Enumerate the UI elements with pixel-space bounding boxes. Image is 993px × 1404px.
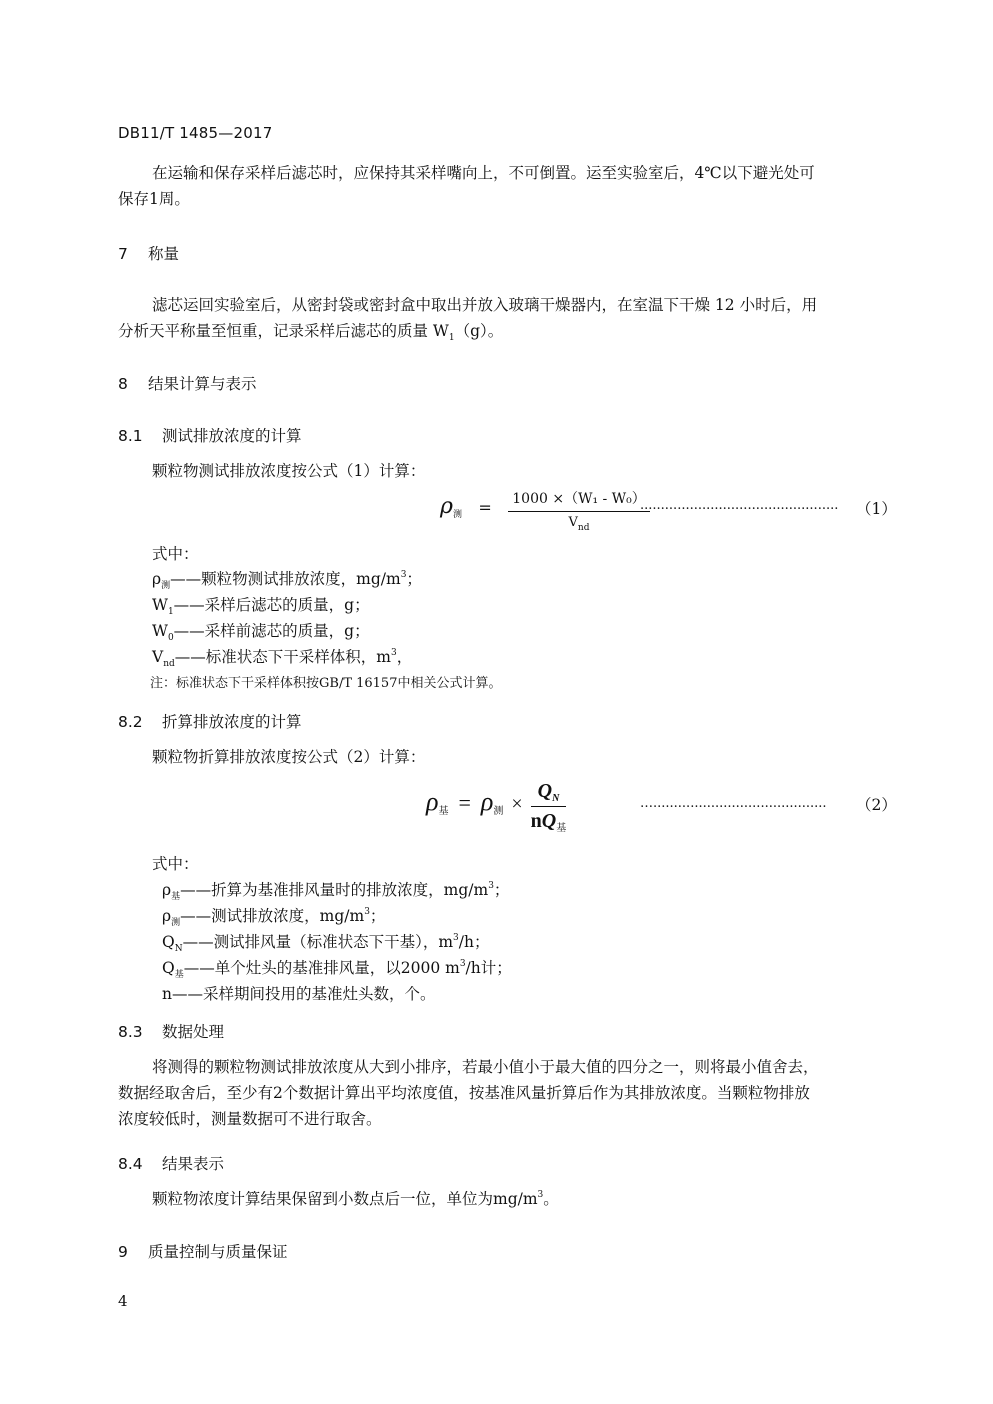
var-w1: $W_1——$采样后滤芯的质量，g； [152, 596, 370, 617]
formula-1: $\rho_测$ = $\frac{\text{1000 ×（W₁ - W₀）}}{V_{nd}}$ [440, 488, 650, 530]
section-title: 质量控制与质量保证 [148, 1243, 288, 1261]
section-number: 8.2 [118, 713, 143, 731]
section-7-line-1: 滤芯运回实验室后，从密封袋或密封盒中取出并放入玻璃干燥器内，在室温下干燥 12 小时后，用 [152, 296, 818, 314]
section-8-3-line-3: 浓度较低时，测量数据可不进行取舍。 [118, 1110, 382, 1128]
page-number: 4 [118, 1292, 128, 1310]
section-8-1-heading [118, 424, 302, 446]
var-qn: $Q_N——$测试排风量（标准状态下干基），$m^3/h$； [162, 933, 490, 954]
section-8-2-heading [118, 710, 302, 732]
rho-symbol: ρ [440, 494, 453, 519]
where-label: 式中： [152, 855, 199, 873]
var-w0: $W_0——$采样前滤芯的质量，g； [152, 622, 370, 643]
section-title: 结果表示 [162, 1155, 225, 1173]
section-title: 测试排放浓度的计算 [162, 427, 302, 445]
formula-1-fraction: $\frac{\text{1000 ×（W₁ - W₀）}}{V_{nd}}$ [508, 488, 649, 530]
formula-2-number: （2） [856, 796, 897, 814]
section-8-heading [118, 372, 257, 394]
intro-line-2: 保存1周。 [118, 190, 190, 208]
formula-1-intro: 颗粒物测试排放浓度按公式（1）计算： [152, 462, 426, 480]
section-number: 9 [118, 1243, 128, 1261]
section-number: 7 [118, 245, 128, 263]
section-8-3-heading [118, 1020, 224, 1042]
formula-1-leader: ................................................ [640, 498, 839, 513]
section-8-3-line-1: 将测得的颗粒物测试排放浓度从大到小排序，若最小值小于最大值的四分之一，则将最小值舍去， [152, 1058, 819, 1076]
var-rho-test: $\rho_测——$测试排放浓度，$mg/m^3$； [162, 907, 386, 928]
section-7-line-2: 分析天平称量至恒重，记录采样后滤芯的质量 $W_1(g)$。 [118, 322, 504, 343]
section-9-heading [118, 1240, 288, 1262]
section-8-3-line-2: 数据经取舍后，至少有2个数据计算出平均浓度值，按基准风量折算后作为其排放浓度。当颗粒物排放 [118, 1084, 810, 1102]
var-rho-base: $\rho_基——$折算为基准排风量时的排放浓度，$mg/m^3$； [162, 881, 510, 902]
document-code: DB11/T 1485—2017 [118, 124, 273, 142]
formula-2: $\rho_基 = \rho_测$ × $\frac{Q_N}{nQ_基}$ [426, 780, 567, 834]
formula-2-fraction: $\frac{Q_N}{nQ_基}$ [530, 780, 567, 834]
section-8-4-heading [118, 1152, 224, 1174]
formula-1-number: （1） [856, 500, 897, 518]
var-vnd: $V_{nd}——$标准状态下干采样体积，$m^3$， [152, 648, 413, 669]
section-title: 结果计算与表示 [148, 375, 257, 393]
var-q-base: $Q_基——$单个灶头的基准排风量，以2000 $m^3/h$计； [162, 959, 512, 980]
section-title: 称量 [148, 245, 180, 263]
formula-2-intro: 颗粒物折算排放浓度按公式（2）计算： [152, 748, 426, 766]
section-8-4-text: 颗粒物浓度计算结果保留到小数点后一位，单位为$mg/m^3$。 [152, 1190, 559, 1208]
section-number: 8.1 [118, 427, 143, 445]
section-number: 8.3 [118, 1023, 143, 1041]
where-label: 式中： [152, 545, 199, 563]
section-number: 8 [118, 375, 128, 393]
var-rho-test: $\rho_测——$颗粒物测试排放浓度，$mg/m^3$； [152, 570, 422, 591]
intro-line-1: 在运输和保存采样后滤芯时，应保持其采样嘴向上，不可倒置。运至实验室后，4℃以下避光处可 [152, 164, 815, 182]
note-8-1: 注：标准状态下干采样体积按GB/T 16157中相关公式计算。 [150, 676, 502, 691]
var-n: n——采样期间投用的基准灶头数，个。 [162, 985, 436, 1003]
formula-2-leader: ….......................................... [640, 796, 827, 811]
section-number: 8.4 [118, 1155, 143, 1173]
section-title: 折算排放浓度的计算 [162, 713, 302, 731]
section-title: 数据处理 [162, 1023, 225, 1041]
section-7-heading [118, 242, 179, 264]
